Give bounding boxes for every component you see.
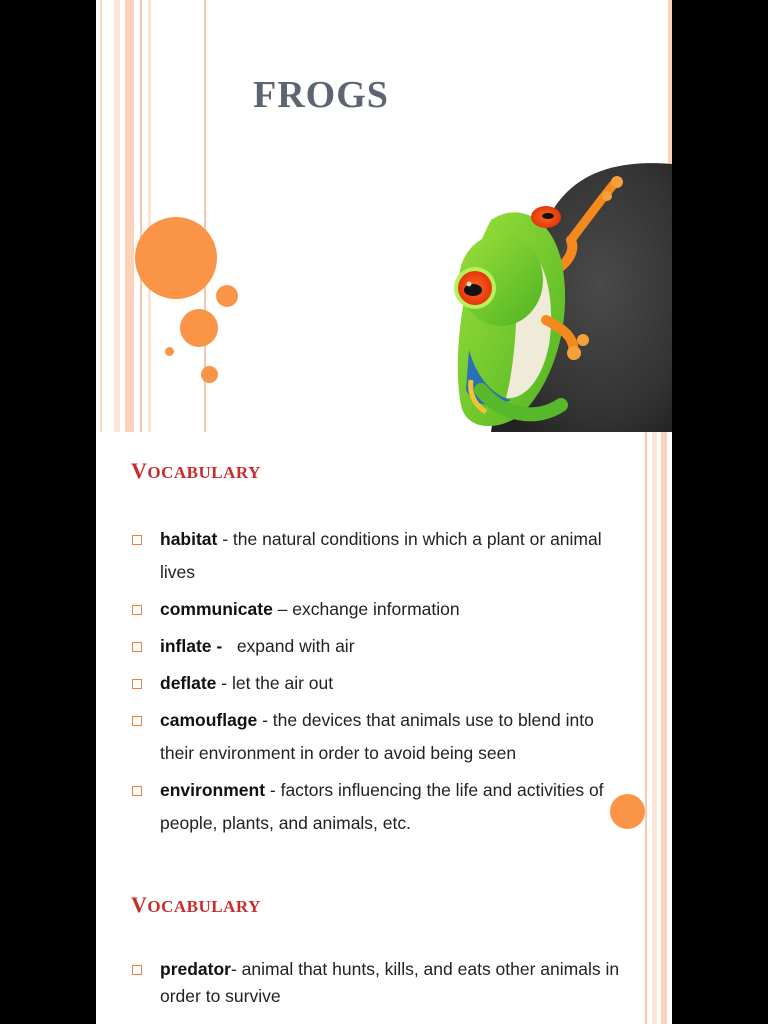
square-bullet-icon [132, 679, 142, 689]
square-bullet-icon [132, 786, 142, 796]
vocabulary-slide-2 [96, 864, 672, 1024]
decor-stripe [645, 432, 647, 864]
document-page [96, 0, 672, 1024]
vocabulary-slide [96, 432, 672, 864]
list-item: communicate – exchange information [132, 593, 622, 626]
decor-circle-large [135, 217, 217, 299]
title-slide [96, 0, 672, 432]
section-heading: VOCABULARY [131, 892, 261, 917]
list-item: deflate - let the air out [132, 667, 622, 700]
section-heading: VOCABULARY [131, 458, 261, 483]
decor-stripe [114, 0, 120, 432]
list-item: environment - factors influencing the life and activities of people, plants, and animals, etc. [132, 774, 622, 840]
square-bullet-icon [132, 965, 142, 975]
list-item: habitat - the natural conditions in which a plant or animal lives [132, 523, 622, 589]
decor-stripe [148, 0, 151, 432]
decor-stripe [125, 0, 134, 432]
decor-circle [216, 285, 238, 307]
square-bullet-icon [132, 605, 142, 615]
decor-stripe [661, 864, 667, 1024]
decor-stripe [100, 0, 102, 432]
list-item: camouflage - the devices that animals use to blend into their environment in order to avoid being seen [132, 704, 622, 770]
decor-stripe [645, 864, 647, 1024]
decor-stripe [140, 0, 142, 432]
decor-stripe [661, 432, 667, 864]
decor-stripe [652, 432, 657, 864]
decor-circle [180, 309, 218, 347]
page-title: FROGS [253, 74, 389, 116]
list-item: predator- animal that hunts, kills, and eats other animals in order to survive [132, 956, 622, 1010]
decor-circle [165, 347, 174, 356]
square-bullet-icon [132, 716, 142, 726]
vocabulary-list [132, 956, 622, 1010]
decor-stripe [652, 864, 657, 1024]
frog-image [351, 160, 672, 432]
vocabulary-list [132, 523, 622, 840]
decor-circle [201, 366, 218, 383]
list-item: inflate - expand with air [132, 630, 622, 663]
square-bullet-icon [132, 642, 142, 652]
square-bullet-icon [132, 535, 142, 545]
